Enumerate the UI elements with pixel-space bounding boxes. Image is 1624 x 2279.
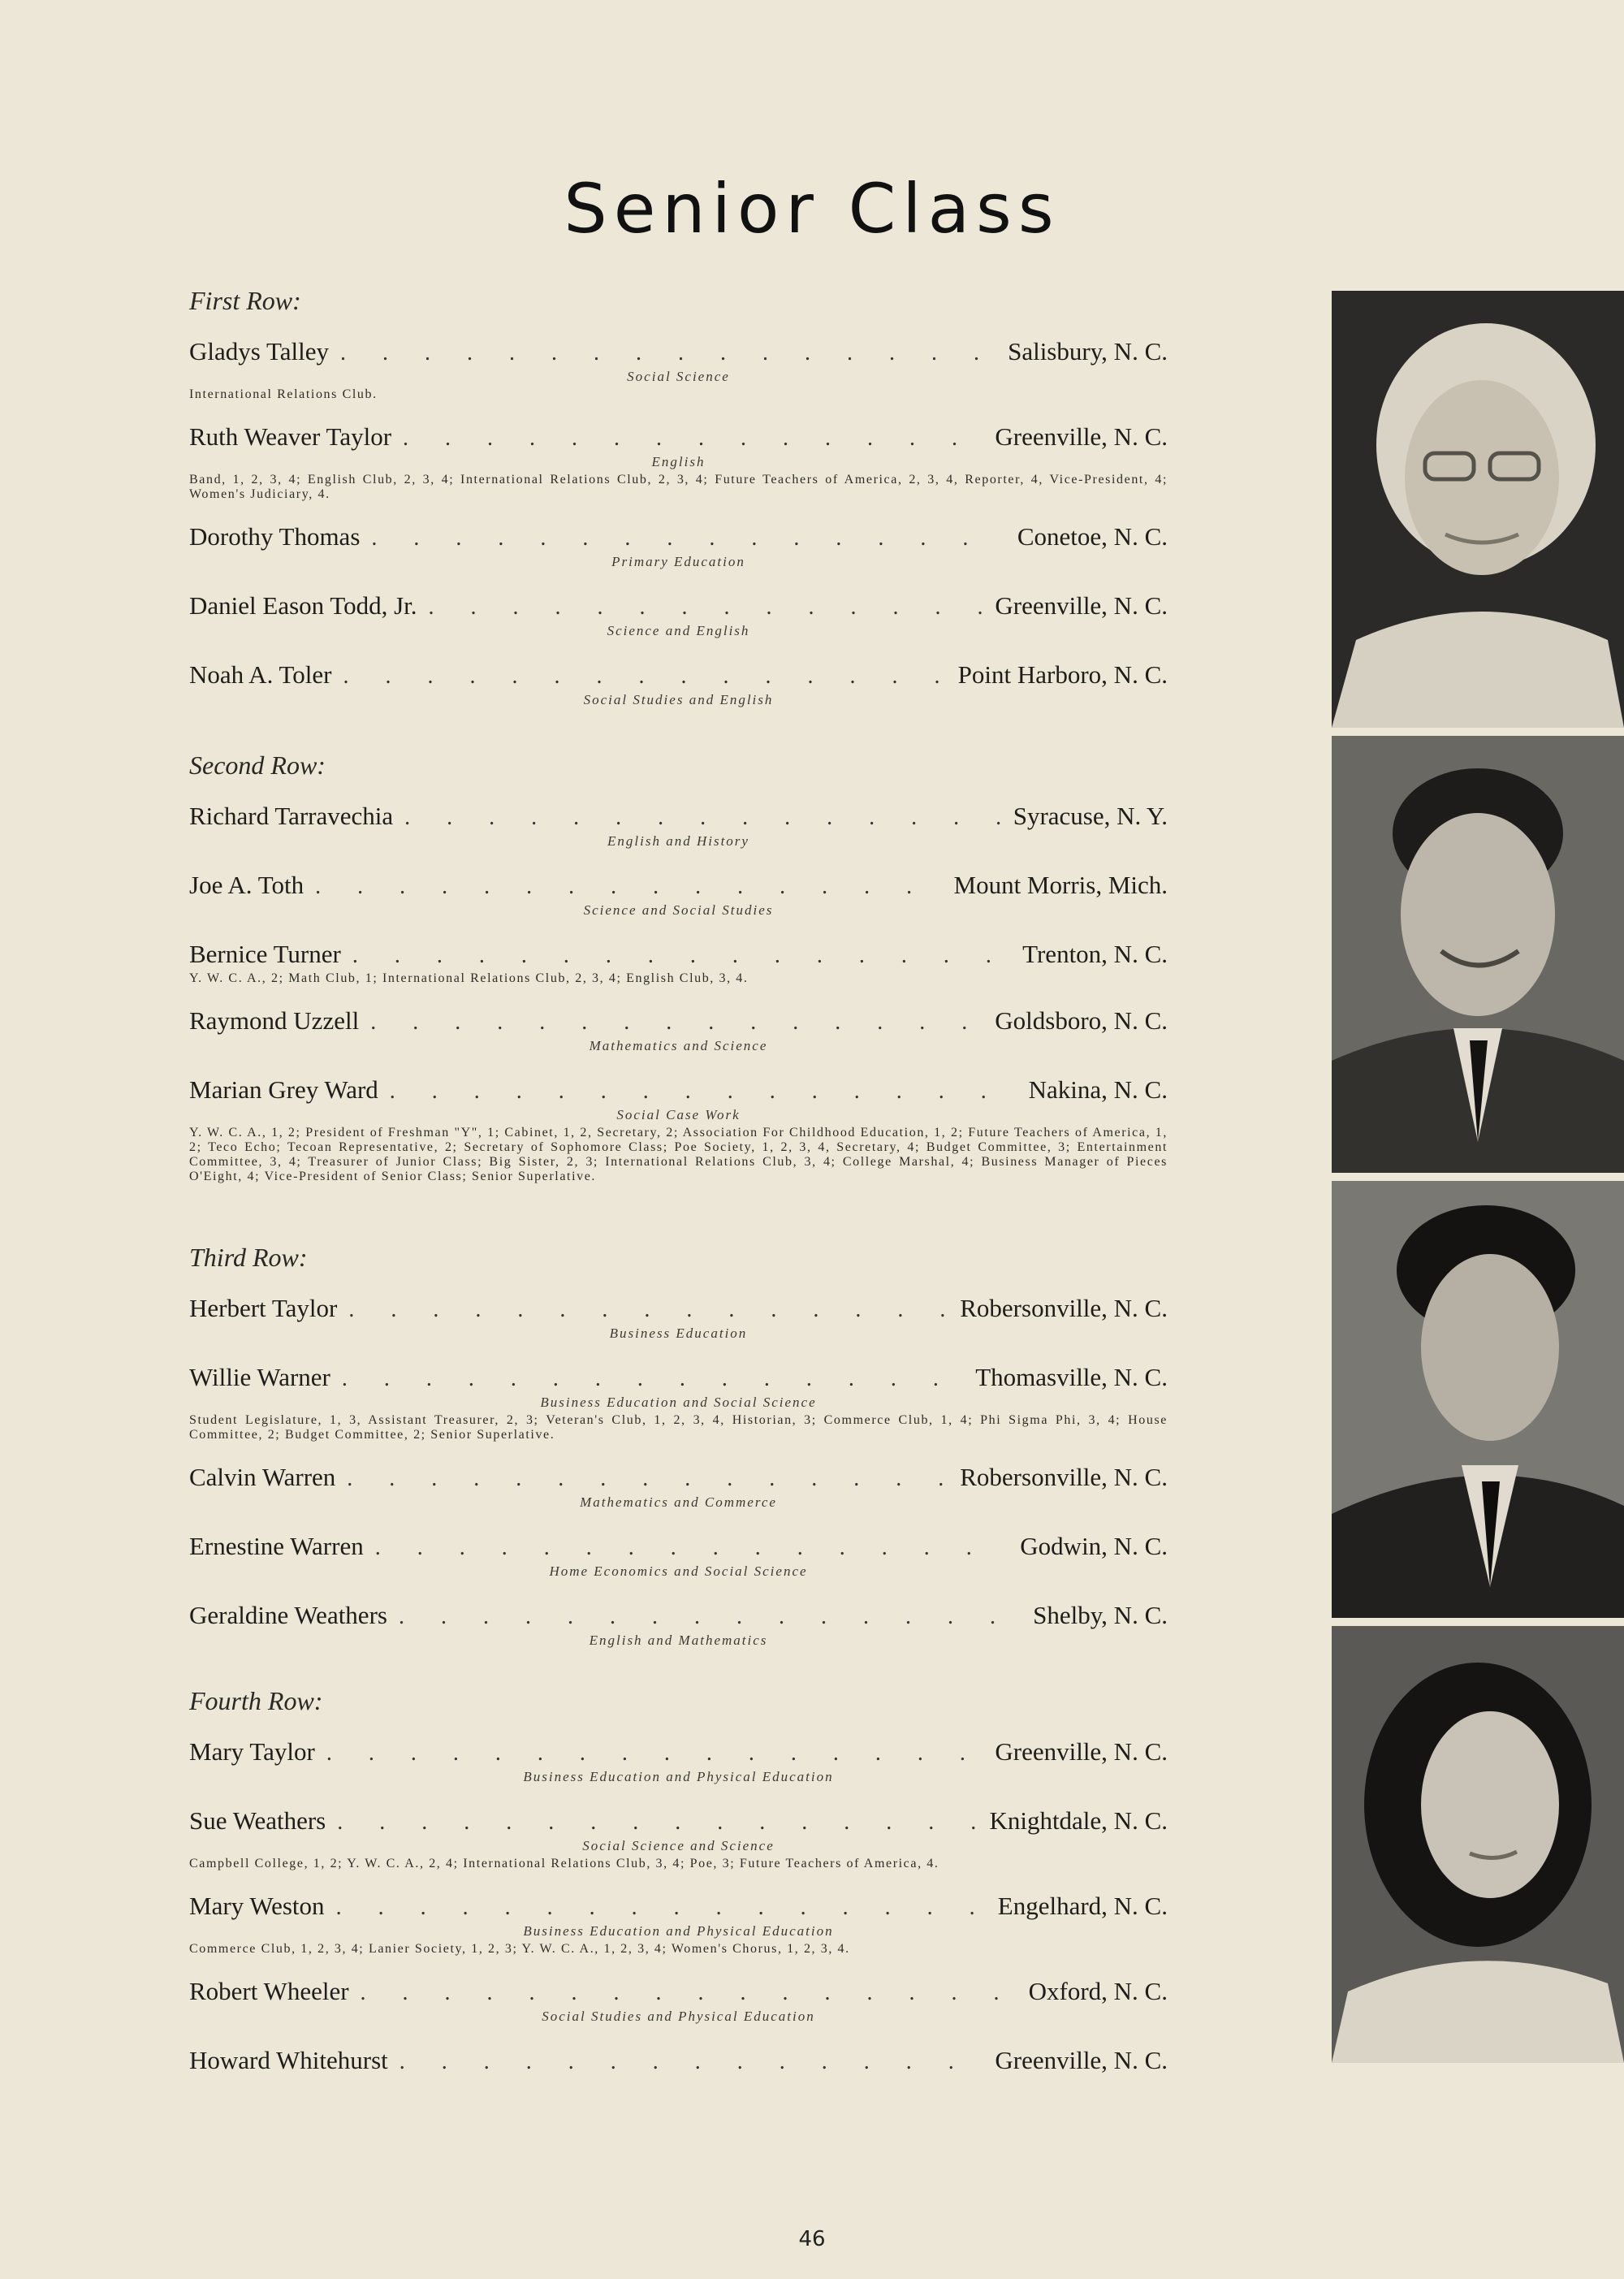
- student-name: Ernestine Warren: [189, 1532, 364, 1560]
- student-name: Howard Whitehurst: [189, 2046, 388, 2074]
- name-town-line: [189, 870, 1168, 901]
- name-town-line: [189, 1362, 1168, 1393]
- name-town-line: [189, 336, 1168, 367]
- major-field: Social Studies and Physical Education: [542, 2009, 815, 2024]
- name-town-line: [189, 1075, 1168, 1105]
- name-town-line: [189, 1736, 1168, 1767]
- hometown: Point Harboro, N. C.: [957, 660, 1168, 689]
- major-field: Mathematics and Commerce: [580, 1494, 777, 1510]
- dot-leader: [342, 1364, 964, 1395]
- hometown: Knightdale, N. C.: [989, 1806, 1168, 1835]
- dot-leader: [370, 1007, 983, 1038]
- major-field: Business Education and Physical Education: [523, 1923, 834, 1939]
- senior-entry: [189, 336, 1168, 402]
- major-field: Mathematics and Science: [589, 1038, 768, 1053]
- major-field: Home Economics and Social Science: [549, 1563, 808, 1579]
- hometown: Syracuse, N. Y.: [1013, 802, 1168, 830]
- student-name: Willie Warner: [189, 1363, 330, 1391]
- name-town-line: [189, 1976, 1168, 2007]
- dot-leader: [400, 2047, 984, 2078]
- portrait-photo-4: [1332, 1626, 1624, 2063]
- senior-entry: [189, 1362, 1168, 1442]
- hometown: Greenville, N. C.: [995, 591, 1168, 620]
- major-field: Social Studies and English: [583, 692, 774, 707]
- name-town-line: [189, 1891, 1168, 1922]
- row-heading: Third Row:: [189, 1243, 308, 1272]
- senior-entry: [189, 521, 1168, 571]
- senior-entry: [189, 801, 1168, 850]
- dot-leader: [326, 1738, 984, 1769]
- dot-leader: [361, 1978, 1017, 2009]
- dot-leader: [403, 423, 983, 454]
- major-field: Science and English: [607, 623, 750, 638]
- portrait-photo-1: [1332, 291, 1624, 728]
- major-field: Business Education and Social Science: [540, 1395, 817, 1410]
- major-field: Social Science: [627, 369, 730, 384]
- major-field: Science and Social Studies: [583, 902, 774, 918]
- dot-leader: [315, 871, 942, 902]
- major-field: Business Education and Physical Education: [523, 1769, 834, 1784]
- senior-entry: [189, 1462, 1168, 1511]
- student-name: Geraldine Weathers: [189, 1601, 387, 1629]
- activities-text: International Relations Club.: [189, 387, 378, 401]
- student-name: Mary Weston: [189, 1892, 325, 1920]
- hometown: Conetoe, N. C.: [1017, 522, 1168, 551]
- hometown: Trenton, N. C.: [1022, 940, 1168, 968]
- portrait-woman-icon: [1332, 1626, 1624, 2063]
- dot-leader: [429, 592, 984, 623]
- hometown: Engelhard, N. C.: [997, 1892, 1168, 1920]
- activities-text: Y. W. C. A., 2; Math Club, 1; International Relations Club, 2, 3, 4; English Club, 3, 4.: [189, 971, 749, 985]
- senior-entry: [189, 590, 1168, 640]
- name-town-line: [189, 521, 1168, 552]
- dot-leader: [336, 1892, 987, 1923]
- student-name: Mary Taylor: [189, 1737, 315, 1766]
- activities-text: Student Legislature, 1, 3, Assistant Treasurer, 2, 3; Veteran's Club, 1, 2, 3, 4, Historian, 3; Commerce Club, 1, 4; Phi Sigma Phi, 3, 4; House Committee, 2; Budget Committee, 2; Senior Superlative.: [189, 1413, 1168, 1442]
- hometown: Robersonville, N. C.: [960, 1463, 1168, 1491]
- name-town-line: [189, 939, 1168, 970]
- senior-entry: [189, 939, 1168, 986]
- major-field: Social Case Work: [616, 1107, 741, 1122]
- senior-entry: [189, 1600, 1168, 1650]
- activities-text: Band, 1, 2, 3, 4; English Club, 2, 3, 4; International Relations Club, 2, 3, 4; Future Teachers of America, 2, 3, 4, Reporter, 4, Vice-President, 4; Women's Judiciary, 4.: [189, 473, 1168, 501]
- name-town-line: [189, 1293, 1168, 1324]
- senior-entry: [189, 1736, 1168, 1786]
- senior-entry: [189, 1005, 1168, 1055]
- student-name: Calvin Warren: [189, 1463, 336, 1491]
- major-field: Business Education: [609, 1325, 748, 1341]
- student-name: Noah A. Toler: [189, 660, 332, 689]
- dot-leader: [343, 661, 946, 692]
- student-name: Sue Weathers: [189, 1806, 326, 1835]
- name-town-line: [189, 801, 1168, 832]
- dot-leader: [347, 1464, 948, 1494]
- senior-entry: [189, 422, 1168, 502]
- first-row-section: [189, 286, 1168, 709]
- hometown: Shelby, N. C.: [1033, 1601, 1168, 1629]
- dot-leader: [399, 1602, 1021, 1632]
- student-name: Dorothy Thomas: [189, 522, 361, 551]
- activities-text: Y. W. C. A., 1, 2; President of Freshman "Y", 1; Cabinet, 1, 2, Secretary, 2; Association For Childhood Education, 1, 2; Future Teachers of America, 1, 2; Teco Echo; Tecoan Representative, 2; Secretary of Sophomore Class; Poe Society, 1, 2, 3, 4, Secretary, 4; Budget Committee, 3; Entertainment Committee, 3, 4; Treasurer of Junior Class; Big Sister, 2, 3; International Relations Club, 3, 4; College Marshal, 4; Business Manager of Pieces O'Eight, 4; Vice-President of Senior Class; Senior Superlative.: [189, 1126, 1168, 1183]
- activities-text: Commerce Club, 1, 2, 3, 4; Lanier Society, 1, 2, 3; Y. W. C. A., 1, 2, 3, 4; Women's Chorus, 1, 2, 3, 4.: [189, 1942, 850, 1956]
- major-field: English and History: [607, 833, 749, 849]
- student-name: Gladys Talley: [189, 337, 330, 365]
- dot-leader: [337, 1807, 978, 1838]
- hometown: Salisbury, N. C.: [1008, 337, 1168, 365]
- student-name: Raymond Uzzell: [189, 1006, 360, 1035]
- portrait-woman-icon: [1332, 291, 1624, 728]
- major-field: English and Mathematics: [589, 1632, 768, 1648]
- fourth-row-section: [189, 1686, 1168, 2076]
- senior-entry: [189, 659, 1168, 709]
- hometown: Greenville, N. C.: [995, 1737, 1168, 1766]
- student-name: Herbert Taylor: [189, 1294, 338, 1322]
- senior-entry: [189, 1531, 1168, 1581]
- second-row-section: [189, 750, 1168, 1184]
- name-town-line: [189, 2045, 1168, 2076]
- student-name: Richard Tarravechia: [189, 802, 394, 830]
- activities-text: Campbell College, 1, 2; Y. W. C. A., 2, 4; International Relations Club, 3, 4; Poe, 3; Future Teachers of America, 4.: [189, 1857, 939, 1870]
- row-heading: Second Row:: [189, 750, 326, 780]
- dot-leader: [340, 338, 996, 369]
- dot-leader: [371, 523, 1005, 554]
- major-field: English: [651, 454, 706, 469]
- senior-entry: [189, 870, 1168, 919]
- hometown: Mount Morris, Mich.: [953, 871, 1168, 899]
- student-name: Marian Grey Ward: [189, 1075, 378, 1104]
- hometown: Goldsboro, N. C.: [995, 1006, 1168, 1035]
- hometown: Oxford, N. C.: [1028, 1977, 1168, 2005]
- page-number: 46: [798, 2227, 826, 2251]
- student-name: Robert Wheeler: [189, 1977, 349, 2005]
- portrait-man-icon: [1332, 1181, 1624, 1618]
- row-heading: Fourth Row:: [189, 1686, 323, 1715]
- dot-leader: [375, 1533, 1009, 1563]
- senior-entry: [189, 1293, 1168, 1343]
- row-heading: First Row:: [189, 286, 301, 315]
- student-name: Joe A. Toth: [189, 871, 304, 899]
- senior-entry: [189, 1891, 1168, 1957]
- hometown: Greenville, N. C.: [995, 2046, 1168, 2074]
- senior-entry: [189, 1805, 1168, 1871]
- portrait-man-icon: [1332, 736, 1624, 1173]
- portrait-photo-3: [1332, 1181, 1624, 1618]
- senior-entry: [189, 2045, 1168, 2076]
- name-town-line: [189, 1805, 1168, 1836]
- senior-entry: [189, 1976, 1168, 2026]
- third-row-section: [189, 1243, 1168, 1650]
- senior-entry: [189, 1075, 1168, 1184]
- portrait-photo-2: [1332, 736, 1624, 1173]
- hometown: Greenville, N. C.: [995, 422, 1168, 451]
- major-field: Primary Education: [611, 554, 745, 569]
- major-field: Social Science and Science: [582, 1838, 775, 1853]
- hometown: Godwin, N. C.: [1020, 1532, 1168, 1560]
- student-name: Ruth Weaver Taylor: [189, 422, 392, 451]
- hometown: Robersonville, N. C.: [960, 1294, 1168, 1322]
- name-town-line: [189, 1531, 1168, 1562]
- name-town-line: [189, 1600, 1168, 1631]
- student-name: Daniel Eason Todd, Jr.: [189, 591, 417, 620]
- dot-leader: [404, 802, 1002, 833]
- hometown: Nakina, N. C.: [1028, 1075, 1168, 1104]
- student-name: Bernice Turner: [189, 940, 341, 968]
- name-town-line: [189, 590, 1168, 621]
- hometown: Thomasville, N. C.: [975, 1363, 1168, 1391]
- name-town-line: [189, 659, 1168, 690]
- dot-leader: [352, 941, 1011, 971]
- name-town-line: [189, 1005, 1168, 1036]
- page-title: Senior Class: [564, 169, 1060, 249]
- name-town-line: [189, 1462, 1168, 1493]
- dot-leader: [348, 1295, 948, 1325]
- name-town-line: [189, 422, 1168, 452]
- dot-leader: [390, 1076, 1017, 1107]
